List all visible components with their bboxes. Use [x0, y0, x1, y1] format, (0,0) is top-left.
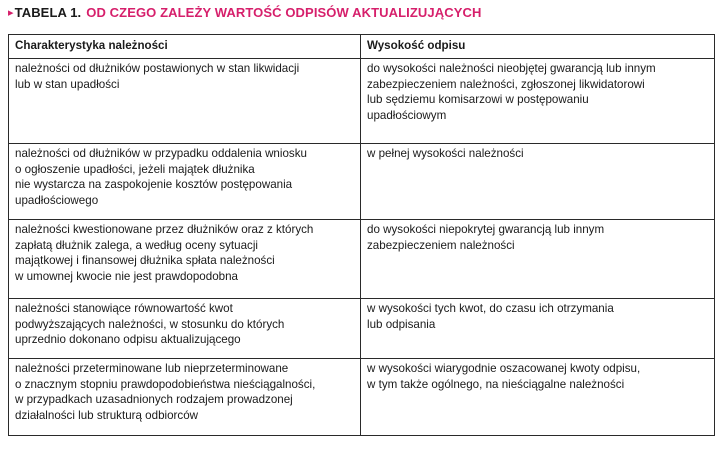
cell-characteristic [9, 144, 361, 220]
title-text: OD CZEGO ZALEŻY WARTOŚĆ ODPISÓW AKTUALIZUJĄCYCH [86, 4, 482, 20]
cell-writeoff [361, 299, 715, 359]
cell-line: należności stanowiące równowartość kwot [15, 302, 233, 315]
cell-line: należności kwestionowane przez dłużników oraz z których [15, 223, 314, 236]
header-characteristic: Charakterystyka należności [9, 35, 361, 59]
cell-writeoff [361, 144, 715, 220]
cell-line: w umownej kwocie nie jest prawdopodobna [15, 269, 238, 283]
cell-writeoff [361, 220, 715, 299]
cell-line: lub w stan upadłości [15, 77, 120, 91]
cell-line: o znacznym stopniu prawdopodobieństwa nieściągalności, [15, 377, 316, 391]
title-arrow-icon: ▸ [8, 6, 14, 19]
cell-characteristic [9, 59, 361, 144]
cell-line: w wysokości tych kwot, do czasu ich otrzymania [367, 302, 614, 315]
cell-line: należności od dłużników postawionych w stan likwidacji [15, 62, 300, 75]
header-writeoff: Wysokość odpisu [361, 35, 715, 59]
cell-writeoff [361, 359, 715, 436]
cell-line: działalności lub strukturą odbiorców [15, 408, 199, 422]
cell-line: uprzednio dokonano odpisu aktualizującego [15, 333, 241, 346]
cell-line: lub odpisania [367, 317, 436, 331]
cell-line: podwyższających należności, w stosunku do których [15, 317, 285, 331]
table-title [8, 4, 714, 20]
cell-line: lub sędziemu komisarzowi w postępowaniu [367, 93, 589, 106]
cell-characteristic [9, 359, 361, 436]
cell-line: w tym także ogólnego, na nieściągalne należności [367, 377, 625, 391]
cell-line: upadłościowego [15, 193, 99, 207]
cell-line: nie wystarcza na zaspokojenie kosztów postępowania [15, 178, 293, 191]
cell-line: zabezpieczeniem należności, zgłoszonej likwidatorowi [367, 77, 645, 91]
title-label: TABELA 1. [14, 4, 82, 20]
cell-line: zapłatą dłużnik zalega, a według oceny sytuacji [15, 238, 258, 252]
cell-line: majątkowej i finansowej dłużnika spłata należności [15, 254, 275, 267]
table-header-row [9, 35, 715, 59]
table-row [9, 299, 715, 359]
cell-line: upadłościowym [367, 108, 447, 122]
table-row [9, 59, 715, 144]
cell-writeoff [361, 59, 715, 144]
table-row [9, 144, 715, 220]
writeoff-table [8, 34, 715, 436]
table-row [9, 220, 715, 299]
cell-line: w wysokości wiarygodnie oszacowanej kwoty odpisu, [367, 362, 641, 375]
cell-line: należności od dłużników w przypadku oddalenia wniosku [15, 147, 307, 160]
cell-characteristic [9, 220, 361, 299]
cell-line: do wysokości należności nieobjętej gwarancją lub innym [367, 62, 656, 75]
cell-line: do wysokości niepokrytej gwarancją lub innym [367, 223, 605, 236]
cell-characteristic [9, 299, 361, 359]
cell-line: należności przeterminowane lub nieprzeterminowane [15, 362, 289, 375]
cell-line: zabezpieczeniem należności [367, 238, 515, 252]
cell-line: w przypadkach uzasadnionych rodzajem prowadzonej [15, 393, 293, 406]
cell-line: o ogłoszenie upadłości, jeżeli majątek dłużnika [15, 162, 255, 176]
table-row [9, 359, 715, 436]
cell-line: w pełnej wysokości należności [367, 147, 524, 160]
